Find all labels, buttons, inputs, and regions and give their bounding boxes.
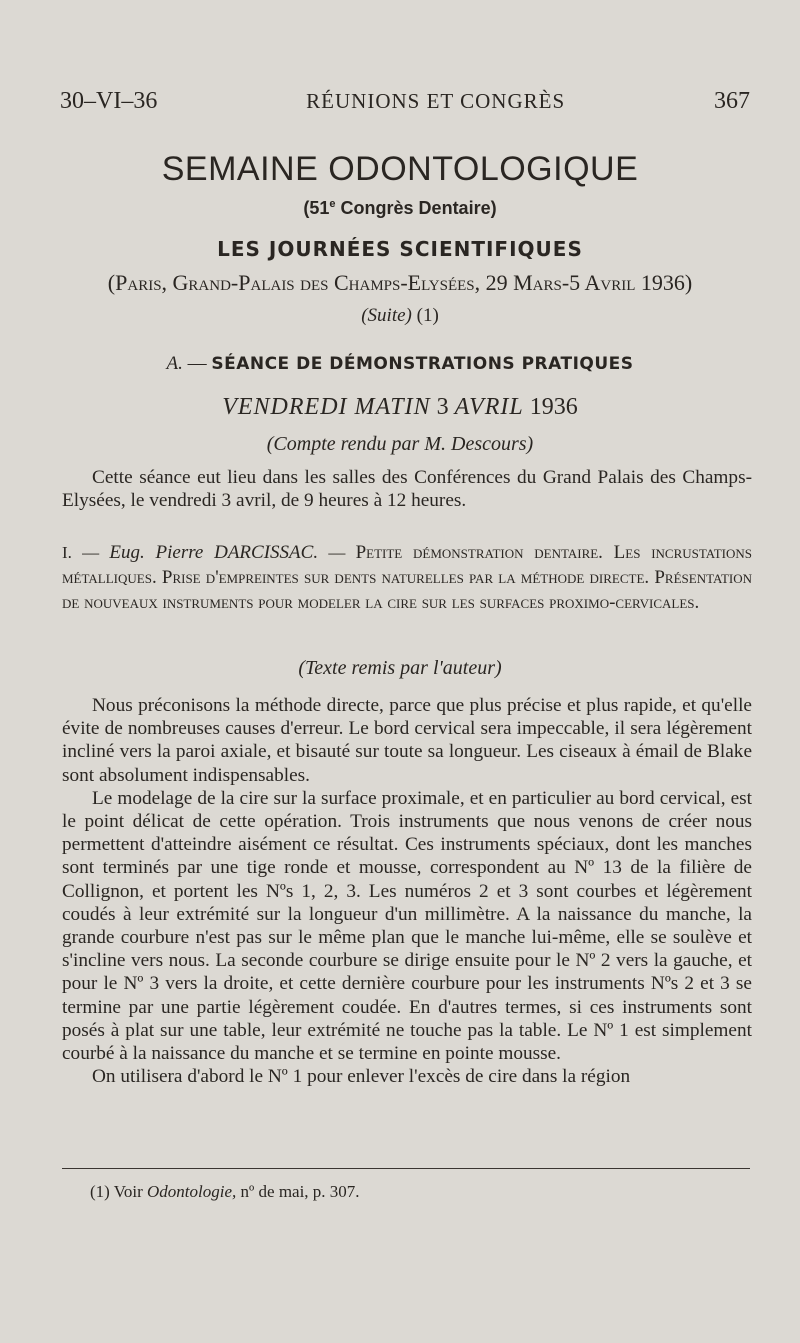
page-number: 367 [713,88,750,114]
subtitle-pre: (51 [303,198,330,218]
running-head [60,88,750,115]
compte-rendu-line: (Compte rendu par M. Descours) [266,433,534,455]
suite-line [0,305,800,327]
seance-title: SÉANCE DE DÉMONSTRATIONS PRATIQUES [211,354,634,374]
article-subtitle [0,198,800,219]
footnote-rule [62,1168,750,1169]
footnote-journal: Odontologie, [147,1182,237,1201]
section-one-heading [62,540,752,615]
section-title: Petite démonstration dentaire. Les incrustations métalliques. Prise d'empreintes sur dents naturelles par la méthode directe. Présentation de nouveaux instruments pour modeler la cire sur les surfaces proximo-cervicales. [62,542,753,613]
body-paragraph: Le modelage de la cire sur la surface proximale, et en particulier au bord cervical, est le point délicat de cette opération. Trois instruments que nous venons de créer nous permettent d'atteindre aisément ce résultat. Ces instruments spéciaux, dont les manches sont terminés par une tige ronde et mousse, correspondent au Nº 13 de la filière de Collignon, et portent les Nºs 1, 2, 3. Les numéros 2 et 3 sont courbes et légèrement coudés à leur extrémité sur la longueur d'un millimètre. A la naissance du manche, la grande courbure n'est pas sur le même plan que le manche lui-même, elle se soulève et s'incline vers nous. La seconde courbure se dirige ensuite pour le Nº 2 vers la gauche, et pour le Nº 3 vers la droite, et cette dernière courbure pour les instruments Nºs 2 et 3 se termine par une partie légèrement coudée. En d'autres termes, si ces instruments sont posés à plat sur une table, leur extrémité ne touche pas la table. Le Nº 1 est simplement courbé à la naissance du manche et se termine en pointe mousse. [62,787,752,1065]
running-head-section: RÉUNIONS ET CONGRÈS [306,89,566,113]
body-text [62,694,752,1088]
section-dash: — [318,543,356,562]
suite-footnote-ref: (1) [411,305,439,326]
article-title: SEMAINE ODONTOLOGIQUE [161,150,639,188]
running-head-date: 30–VI–36 [60,88,158,114]
date-number: 3 [430,394,455,420]
footnote-post: nº de mai, p. 307. [236,1182,360,1201]
date-line [0,394,800,421]
seance-heading [0,353,800,375]
section-number: I. — [62,543,110,562]
date-day: VENDREDI MATIN [222,394,431,420]
intro-block [62,466,752,512]
section-author: Eug. Pierre DARCISSAC. [109,542,319,563]
body-paragraph: Nous préconisons la méthode directe, parce que plus précise et plus rapide, et qu'elle évite de nombreuses causes d'erreur. Le bord cervical sera impeccable, il sera légèrement incliné vers la paroi axiale, et bisauté sur toute sa longueur. Les ciseaux à émail de Blake sont absolument indispensables. [62,695,752,786]
subtitle-sup: e [329,198,336,210]
subtitle-post: Congrès Dentaire) [335,198,497,218]
body-paragraph: On utilisera d'abord le Nº 1 pour enlever l'excès de cire dans la région [92,1066,631,1088]
texte-remis-line: (Texte remis par l'auteur) [298,657,502,679]
seance-dash: — [182,353,212,374]
footnote-pre: (1) Voir [90,1182,147,1201]
footnote [90,1182,750,1202]
section-heading-journees: LES JOURNÉES SCIENTIFIQUES [217,237,583,261]
intro-paragraph: Cette séance eut lieu dans les salles des Conférences du Grand Palais des Champs-Elysées, le vendredi 3 avril, de 9 heures à 12 heures. [62,467,752,512]
date-year: 1936 [523,394,578,420]
location-line: (Paris, Grand-Palais des Champs-Elysées, 29 Mars-5 Avril 1936) [107,270,693,295]
suite-label: (Suite) [361,305,412,326]
seance-letter: A. [166,353,183,374]
date-month: AVRIL [454,394,524,420]
